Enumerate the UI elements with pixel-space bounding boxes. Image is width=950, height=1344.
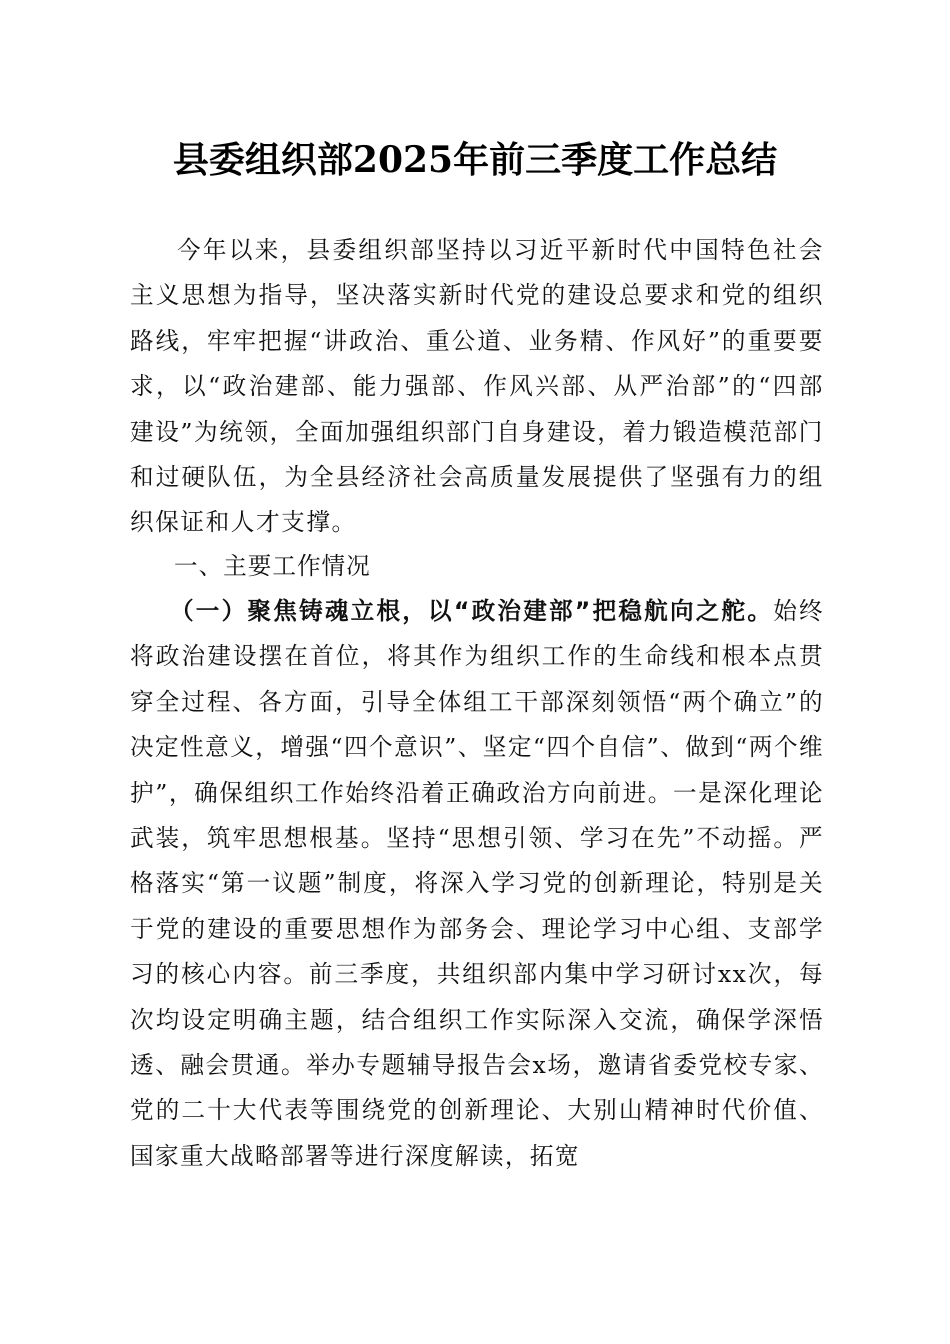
- section-heading: 一、主要工作情况: [174, 552, 371, 580]
- subsection-body: 始终将政治建设摆在首位，将其作为组织工作的生命线和根本点贯穿全过程、各方面，引导全体组工干部深刻领悟“两个确立”的决定性意义，增强“四个意识”、坚定“四个自信”、做到“两个维护”，确保组织工作始终沿着正确政治方向前进。一是深化理论武装，筑牢思想根基。坚持“思想引领、学习在先”不动摇。严格落实“第一议题”制度，将深入学习党的创新理论，特别是关于党的建设的重要思想作为部务会、理论学习中心组、支部学习的核心内容。前三季度，共组织部内集中学习研讨xx次，每次均设定明确主题，结合组织工作实际深入交流，确保学深悟透、融会贯通。举办专题辅导报告会x场，邀请省委党校专家、党的二十大代表等围绕党的创新理论、大别山精神时代价值、国家重大战略部署等进行深度解读，拓宽: [130, 597, 824, 1170]
- subsection-heading: （一）聚焦铸魂立根，以“政治建部”把稳航向之舵。: [170, 597, 774, 625]
- subsection-paragraph: [130, 589, 824, 1179]
- intro-paragraph: 今年以来，县委组织部坚持以习近平新时代中国特色社会主义思想为指导，坚决落实新时代党的建设总要求和党的组织路线，牢牢把握“讲政治、重公道、业务精、作风好”的重要要求，以“政治建部、能力强部、作风兴部、从严治部”的“四部建设”为统领，全面加强组织部门自身建设，着力锻造模范部门和过硬队伍，为全县经济社会高质量发展提供了坚强有力的组织保证和人才支撑。: [130, 236, 824, 537]
- document-title: 县委组织部2025年前三季度工作总结: [172, 139, 778, 181]
